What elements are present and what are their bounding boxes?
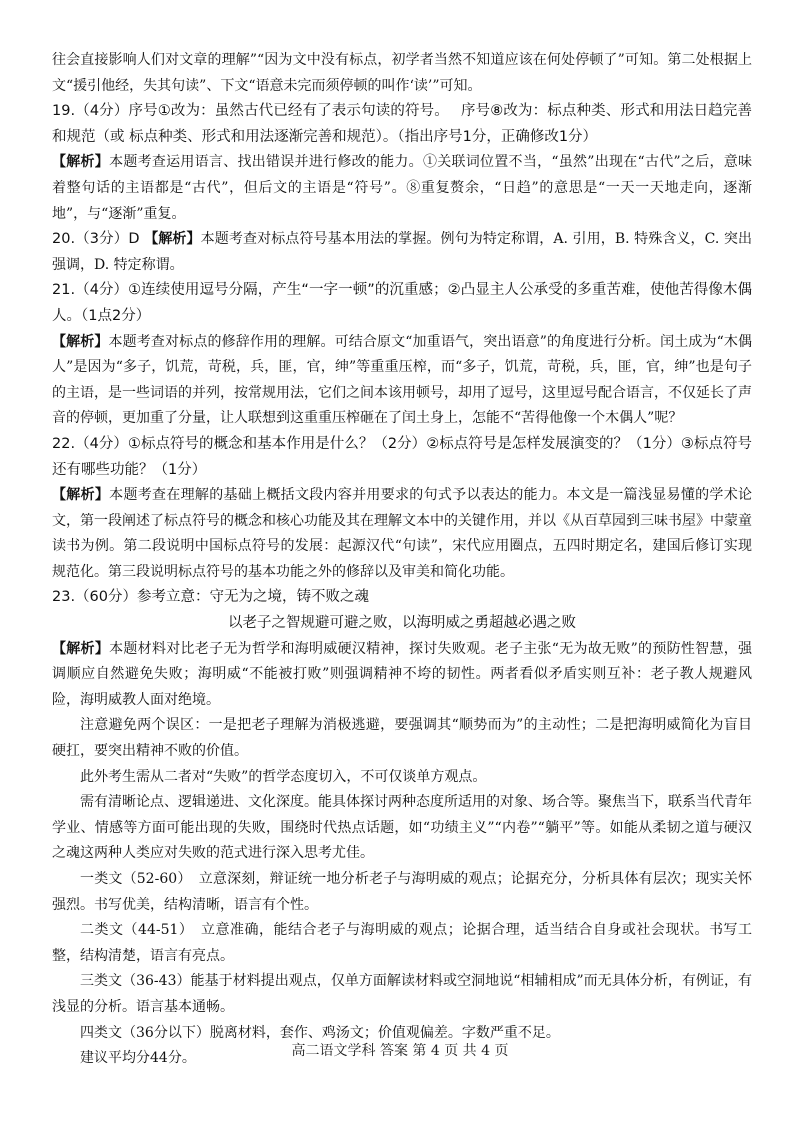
text-line: 本题材料对比老子无为哲学和海明威硬汉精神，探讨失败观。老子主张“无为故无败”的 (109, 640, 653, 657)
text-line: 的意思是“一天一天地走向，逐渐地”，与“逐渐”重复。 (52, 179, 752, 222)
text-line: 状。书写工整，结构清楚，语言有亮点。 (52, 922, 753, 964)
text-line: 砸在了闰土身上，怎能不“苦得他像一个木偶人”呢？ (360, 410, 683, 427)
continued-paragraph (52, 48, 752, 99)
text-line: 22.（4分）①标点符号的概念和基本作用是什么？（2分）②标点符号是怎样发展演变的？（1分） (52, 435, 681, 452)
q19-answer (52, 99, 752, 150)
grade-class-1 (52, 867, 752, 918)
text-line: 他苦得像木偶人。（1点2分） (52, 282, 753, 324)
text-line: 注意避免两个误区：一是把老子理解为消极逃避，要强调其“顺势而为”的主动性；二是把海 (80, 717, 653, 734)
q22-answer (52, 432, 752, 483)
text-line: 联系当代青年学业、情感等方面可能出现的失败，围绕时代热点话题，如“功绩主义”“内卷”“躺 (52, 794, 752, 836)
text-line: 代”之后，意味着整句话的主语都是“古代”，但后文的主语是“符号”。⑧重复赘余，“日趋” (52, 154, 752, 196)
q20-answer (52, 227, 752, 278)
text-line: 21.（4分）①连续使用逗号分隔，产生“一字一顿”的沉重感；②凸显主人公承受的多重苦难，使 (52, 282, 665, 299)
text-line: 本题考查运用语言、找出错误并进行修改的能力。①关联词位置不当，“虽然”出现在“古 (109, 154, 660, 171)
q19-analysis (52, 150, 752, 227)
text-line: 次；现实关怀强烈。书写优美，结构清晰，语言有个性。 (52, 871, 753, 913)
q21-analysis (52, 330, 752, 432)
text-line: 20.（3分）D (52, 231, 145, 248)
text-line: 往会直接影响人们对文章的理解”“因为文中没有标点，初学者当然不知道应该在何处停顿了”可 (52, 52, 640, 68)
text-line: 明威简化为盲目硬扛，要突出精神不败的价值。 (52, 717, 753, 760)
text-line: 法日趋完善和规范（或 标点种类、形式和用法逐渐完善和规范）。（指出序号1分，正确修改1分） (52, 103, 752, 145)
text-line: 平”等。如能从柔韧之道与硬汉之魂这两种人类应对失败的范式进行深入思考尤佳。 (52, 819, 752, 862)
q23-notes (52, 713, 752, 764)
text-line: 建议平均分44分。 (80, 1050, 196, 1067)
text-line: 预防性智慧，强调顺应自然避免失败；海明威“不能被打败”则强调精神不垮的韧性。两者看似矛 (52, 640, 753, 683)
grade-class-3 (52, 969, 752, 1020)
q23-requirements (52, 790, 752, 867)
q23-notes-2 (52, 765, 752, 791)
q23-answer (52, 585, 752, 611)
text-line: 知。第二处根据上文“援引他经，失其句读”、下文“语意未完而须停顿的叫作‘读’”可知。 (52, 52, 752, 94)
text-line: 此外考生需从二者对“失败”的哲学态度切入，不可仅谈单方观点。 (80, 768, 487, 785)
analysis-tag: 【解析】 (52, 154, 110, 171)
text-line: 百草园到三味书屋》中蒙童读书为例。第二段说明中国标点符号的发展：起源汉代“句读”，宋代 (52, 512, 752, 555)
analysis-tag: 【解析】 (52, 333, 109, 350)
text-line: 本题考查对标点符号基本用法的掌握。例句为特定称谓，A. 引用，B. 特殊含 (200, 231, 677, 248)
text-line: 应用圈点，五四时期定名，建国后修订实现规范化。第三段说明标点符号的基本功能之外的修辞以 (52, 538, 752, 580)
text-line: 义，C. 突出强调，D. 特定称谓。 (52, 231, 753, 273)
text-line: 盾实则互补：老子教人规避风险，海明威教人面对绝境。 (52, 666, 752, 708)
q22-analysis (52, 483, 752, 585)
analysis-tag: 【解析】 (52, 487, 110, 504)
answer-content (52, 48, 752, 1072)
text-line: 及审美和简化功能。 (388, 563, 514, 580)
text-line: 二类文（44-51） 立意准确，能结合老子与海明威的观点；论据合理，适当结合自身或社会现 (80, 922, 680, 939)
text-line: 本题考查在理解的基础上概括文段内容并用要求的句式予以表达的能力。本文是一篇浅显 (109, 487, 667, 504)
grade-class-2 (52, 918, 752, 969)
text-line: 易懂的学术论文，第一段阐述了标点符号的概念和核心功能及其在理解文本中的关键作用，并以《从 (52, 487, 753, 529)
essay-title-text: 以老子之智规避可避之败，以海明威之勇超越必遇之败 (228, 615, 576, 632)
text-line: 19.（4分）序号①改为：虽然古代已经有了表示句读的符号。 序号⑧改为：标点种类、形式和用 (52, 103, 679, 120)
analysis-tag: 【解析】 (52, 640, 110, 657)
q21-answer (52, 278, 752, 329)
analysis-tag: 【解析】 (144, 231, 201, 248)
text-line: 析，有例证，有浅显的分析。语言基本通畅。 (52, 973, 753, 1015)
text-line: 需有清晰论点、逻辑递进、文化深度。能具体探讨两种态度所适用的对象、场合等。聚焦当下， (80, 794, 668, 811)
text-line: 三类文（36-43）能基于材料提出观点，仅单方面解读材料或空洞地说“相辅相成”而无具体分 (80, 973, 654, 990)
q23-analysis (52, 637, 752, 714)
text-line: 本题考查对标点的修辞作用的理解。可结合原文“加重语气，突出语意”的角度进行分析。 (108, 333, 661, 350)
text-line: ③标点符号还有哪些功能？（1分） (52, 435, 752, 478)
text-line: 一类文（52-60） 立意深刻，辩证统一地分析老子与海明威的观点；论据充分，分析具体有层 (80, 871, 668, 887)
q23-essay-title (52, 611, 752, 637)
text-line: 苛税，兵，匪，官，绅”也是句子的主语，是一些词语的并列，按常规用法，它们之间本该用顿号， (52, 359, 752, 401)
page-footer: 高二语文学科 答案 第 4 页 共 4 页 (291, 1043, 509, 1059)
text-line: 闰土成为“木偶人”是因为“多子，饥荒，苛税，兵，匪，官，绅”等重重压榨，而“多子，饥荒， (52, 333, 753, 376)
text-line: 23.（60分）参考立意：守无为之境，铸不败之魂 (52, 589, 370, 606)
text-line: 四类文（36分以下）脱离材料，套作、鸡汤文；价值观偏差。字数严重不足。 (80, 1024, 560, 1041)
text-line: 却用了逗号，这里逗号配合语言，不仅延长了声音的停顿，更加重了分量，让人联想到这重重压榨 (52, 384, 752, 427)
